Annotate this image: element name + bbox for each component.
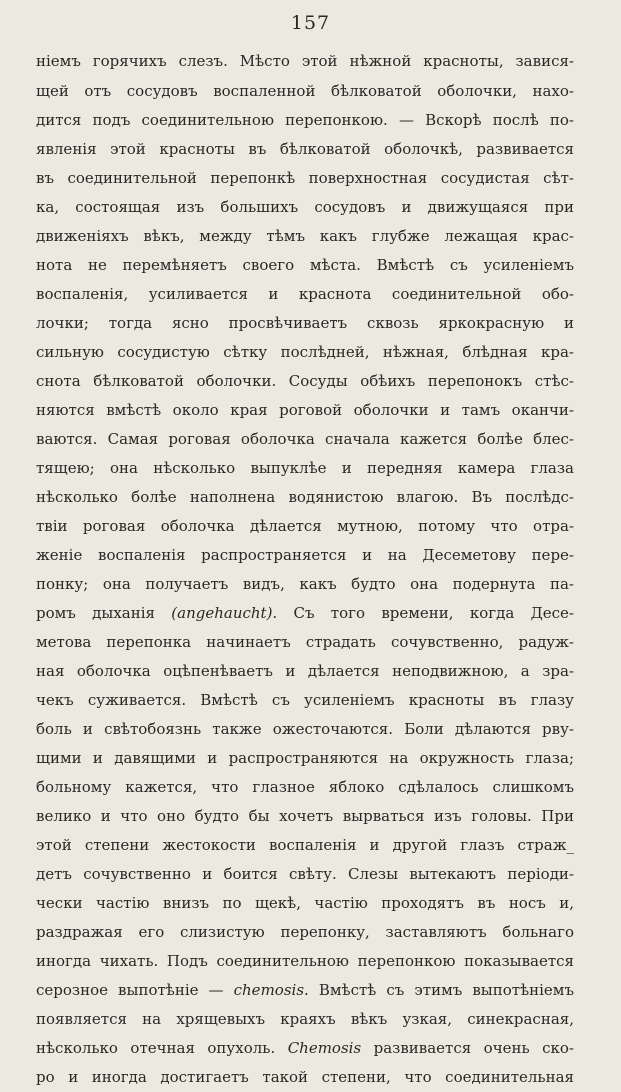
text-line: ка, состоящая изъ большихъ сосудовъ и движущаяся при: [36, 198, 574, 216]
text-line: этой степени жестокости воспаленія и другой глазъ страж_: [36, 836, 574, 854]
text-line: движеніяхъ вѣкъ, между тѣмъ какъ глубже лежащая крас-: [36, 227, 574, 245]
text-line: щей отъ сосудовъ воспаленной бѣлковатой оболочки, нахо-: [36, 82, 574, 100]
text-line: нѣсколько болѣе наполнена водянистою влагою. Въ послѣдс-: [36, 488, 574, 506]
text-line: въ соединительной перепонкѣ поверхностная сосудистая сѣт-: [36, 169, 574, 187]
text-segment: . Съ того времени, когда Десе-: [272, 604, 574, 622]
text-line: больному кажется, что глазное яблоко сдѣлалось слишкомъ: [36, 778, 574, 796]
text-line: [36, 599, 574, 628]
latin-term: chemosis: [233, 981, 305, 999]
text-line: дится подъ соединительною перепонкою. — Вскорѣ послѣ по-: [36, 111, 574, 129]
text-line: ніемъ горячихъ слезъ. Мѣсто этой нѣжной красноты, завися-: [36, 52, 574, 70]
text-line: чески частію внизъ по щекѣ, частію проходятъ въ носъ и,: [36, 894, 574, 912]
text-line: твіи роговая оболочка дѣлается мутною, потому что отра-: [36, 517, 574, 535]
text-segment: ромъ дыханія: [36, 604, 172, 622]
text-line: боль и свѣтобоязнь также ожесточаются. Боли дѣлаются рву-: [36, 720, 574, 738]
text-segment: серозное выпотѣніе —: [36, 981, 234, 999]
text-line: ро и иногда достигаетъ такой степени, что соединительная: [36, 1068, 574, 1086]
text-line: женіе воспаленія распространяется и на Десеметову пере-: [36, 546, 574, 564]
text-line: явленія этой красноты въ бѣлковатой оболочкѣ, развивается: [36, 140, 574, 158]
text-line: ваются. Самая роговая оболочка сначала кажется болѣе блес-: [36, 430, 574, 448]
text-line: лочки; тогда ясно просвѣчиваетъ сквозь яркокрасную и: [36, 314, 574, 332]
text-line: иногда чихать. Подъ соединительною перепонкою показывается: [36, 952, 574, 970]
text-line: няются вмѣстѣ около края роговой оболочки и тамъ оканчи-: [36, 401, 574, 419]
text-line: понку; она получаетъ видъ, какъ будто она подернута па-: [36, 575, 574, 593]
text-segment: нѣсколько отечная опухоль.: [36, 1039, 288, 1057]
text-segment: развивается очень ско-: [361, 1039, 574, 1057]
text-line: снота бѣлковатой оболочки. Сосуды обѣихъ перепонокъ стѣс-: [36, 372, 574, 390]
text-line: сильную сосудистую сѣтку послѣдней, нѣжная, блѣдная кра-: [36, 343, 574, 361]
text-line: щими и давящими и распространяются на окружность глаза;: [36, 749, 574, 767]
text-line: нота не перемѣняетъ своего мѣста. Вмѣстѣ съ усиленіемъ: [36, 256, 574, 274]
text-line: тящею; она нѣсколько выпуклѣе и передняя камера глаза: [36, 459, 574, 477]
latin-term: (angehaucht): [171, 604, 273, 622]
text-line: раздражая его слизистую перепонку, заставляютъ больнаго: [36, 923, 574, 941]
latin-term: Chemosis: [287, 1039, 362, 1057]
text-line: метова перепонка начинаетъ страдать сочувственно, радуж-: [36, 633, 574, 651]
text-segment: . Вмѣстѣ съ этимъ выпотѣніемъ: [304, 981, 574, 999]
page-number: 157: [290, 12, 331, 34]
text-line: появляется на хрящевыхъ краяхъ вѣкъ узкая, синекрасная,: [36, 1010, 574, 1028]
text-line: воспаленія, усиливается и краснота соединительной обо-: [36, 285, 574, 303]
body-text: [36, 47, 574, 1092]
text-line: детъ сочувственно и боится свѣту. Слезы вытекаютъ періоди-: [36, 865, 574, 883]
text-line: чекъ суживается. Вмѣстѣ съ усиленіемъ красноты въ глазу: [36, 691, 574, 709]
text-line: [36, 976, 574, 1005]
text-line: велико и что оно будто бы хочетъ вырваться изъ головы. При: [36, 807, 574, 825]
text-line: ная оболочка оцѣпенѣваетъ и дѣлается неподвижною, а зра-: [36, 662, 574, 680]
text-line: [36, 1034, 574, 1063]
